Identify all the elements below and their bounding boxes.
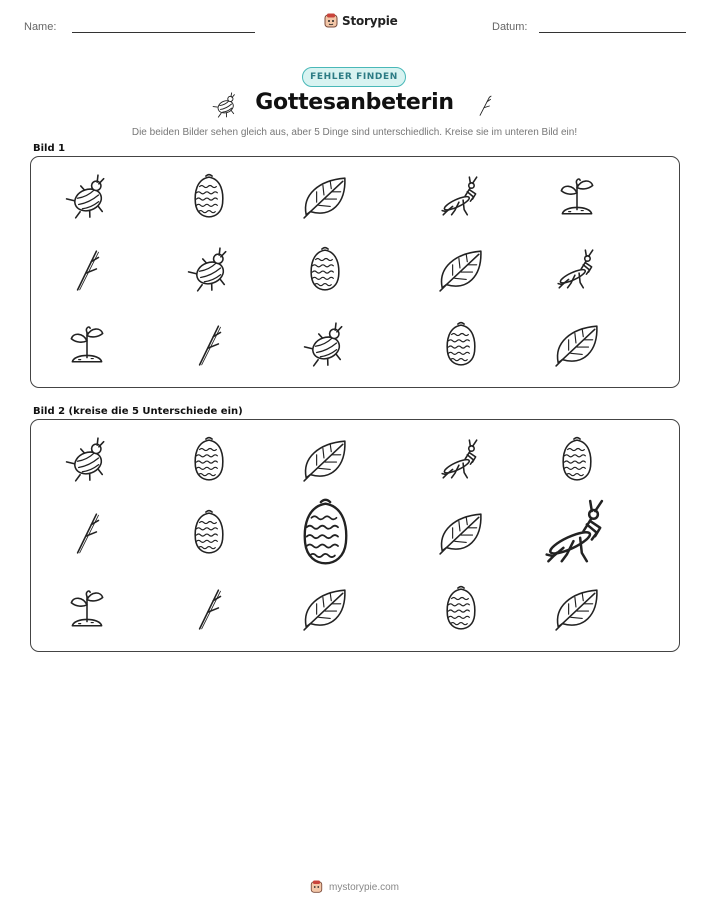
picture2-beetle-icon[interactable]	[64, 437, 110, 483]
footer-site[interactable]: mystorypie.com	[328, 881, 399, 893]
picture2-cocoon-icon[interactable]	[438, 586, 484, 632]
picture1-twig-icon	[186, 322, 232, 368]
picture1-cocoon-icon	[302, 247, 348, 293]
picture1-cocoon-icon	[186, 174, 232, 220]
picture1-sprout-icon	[64, 322, 110, 368]
mascot-icon	[324, 13, 338, 29]
picture1-beetle-icon	[186, 247, 232, 293]
picture1-leaf-icon	[438, 247, 484, 293]
picture2-leaf-icon[interactable]	[302, 586, 348, 632]
picture1-grid	[30, 156, 680, 388]
name-label: Name:	[24, 21, 57, 33]
date-label: Datum:	[492, 21, 528, 33]
picture2-leaf-icon[interactable]	[554, 586, 600, 632]
page-title: Gottesanbeterin	[255, 90, 454, 115]
picture2-cocoon-icon[interactable]	[186, 510, 232, 556]
date-line	[539, 32, 686, 33]
picture1-beetle-icon	[302, 322, 348, 368]
picture1-mantis-icon	[438, 174, 484, 220]
picture2-grid[interactable]	[30, 419, 680, 652]
twig-icon	[474, 92, 496, 124]
picture2-cocoon-icon[interactable]	[186, 437, 232, 483]
footer	[0, 880, 709, 894]
picture2-leaf-icon[interactable]	[438, 510, 484, 556]
instructions-text: Die beiden Bilder sehen gleich aus, aber 5 Dinge sind unterschiedlich. Kreise sie im unteren Bild ein!	[131, 127, 578, 138]
picture1-label: Bild 1	[33, 143, 66, 154]
picture2-label: Bild 2 (kreise die 5 Unterschiede ein)	[33, 406, 243, 417]
picture1-leaf-icon	[302, 174, 348, 220]
picture2-cocoon-icon[interactable]	[554, 437, 600, 483]
picture2-twig-icon[interactable]	[186, 586, 232, 632]
picture2-twig-icon[interactable]	[64, 510, 110, 556]
picture1-beetle-icon	[64, 174, 110, 220]
mascot-icon	[310, 880, 323, 894]
picture1-twig-icon	[64, 247, 110, 293]
picture2-leaf-icon[interactable]	[302, 437, 348, 483]
picture1-cocoon-icon	[438, 322, 484, 368]
picture2-sprout-icon[interactable]	[64, 586, 110, 632]
picture2-cocoon-icon[interactable]	[291, 499, 360, 568]
name-line	[72, 32, 255, 33]
picture1-leaf-icon	[554, 322, 600, 368]
picture2-mantis-icon[interactable]	[438, 437, 484, 483]
picture1-mantis-icon	[554, 247, 600, 293]
category-badge: FEHLER FINDEN	[302, 67, 406, 87]
picture1-sprout-icon	[554, 174, 600, 220]
brand-name: Storypie	[342, 14, 398, 28]
brand-logo	[324, 13, 398, 29]
picture2-mantis-icon[interactable]	[540, 496, 614, 570]
